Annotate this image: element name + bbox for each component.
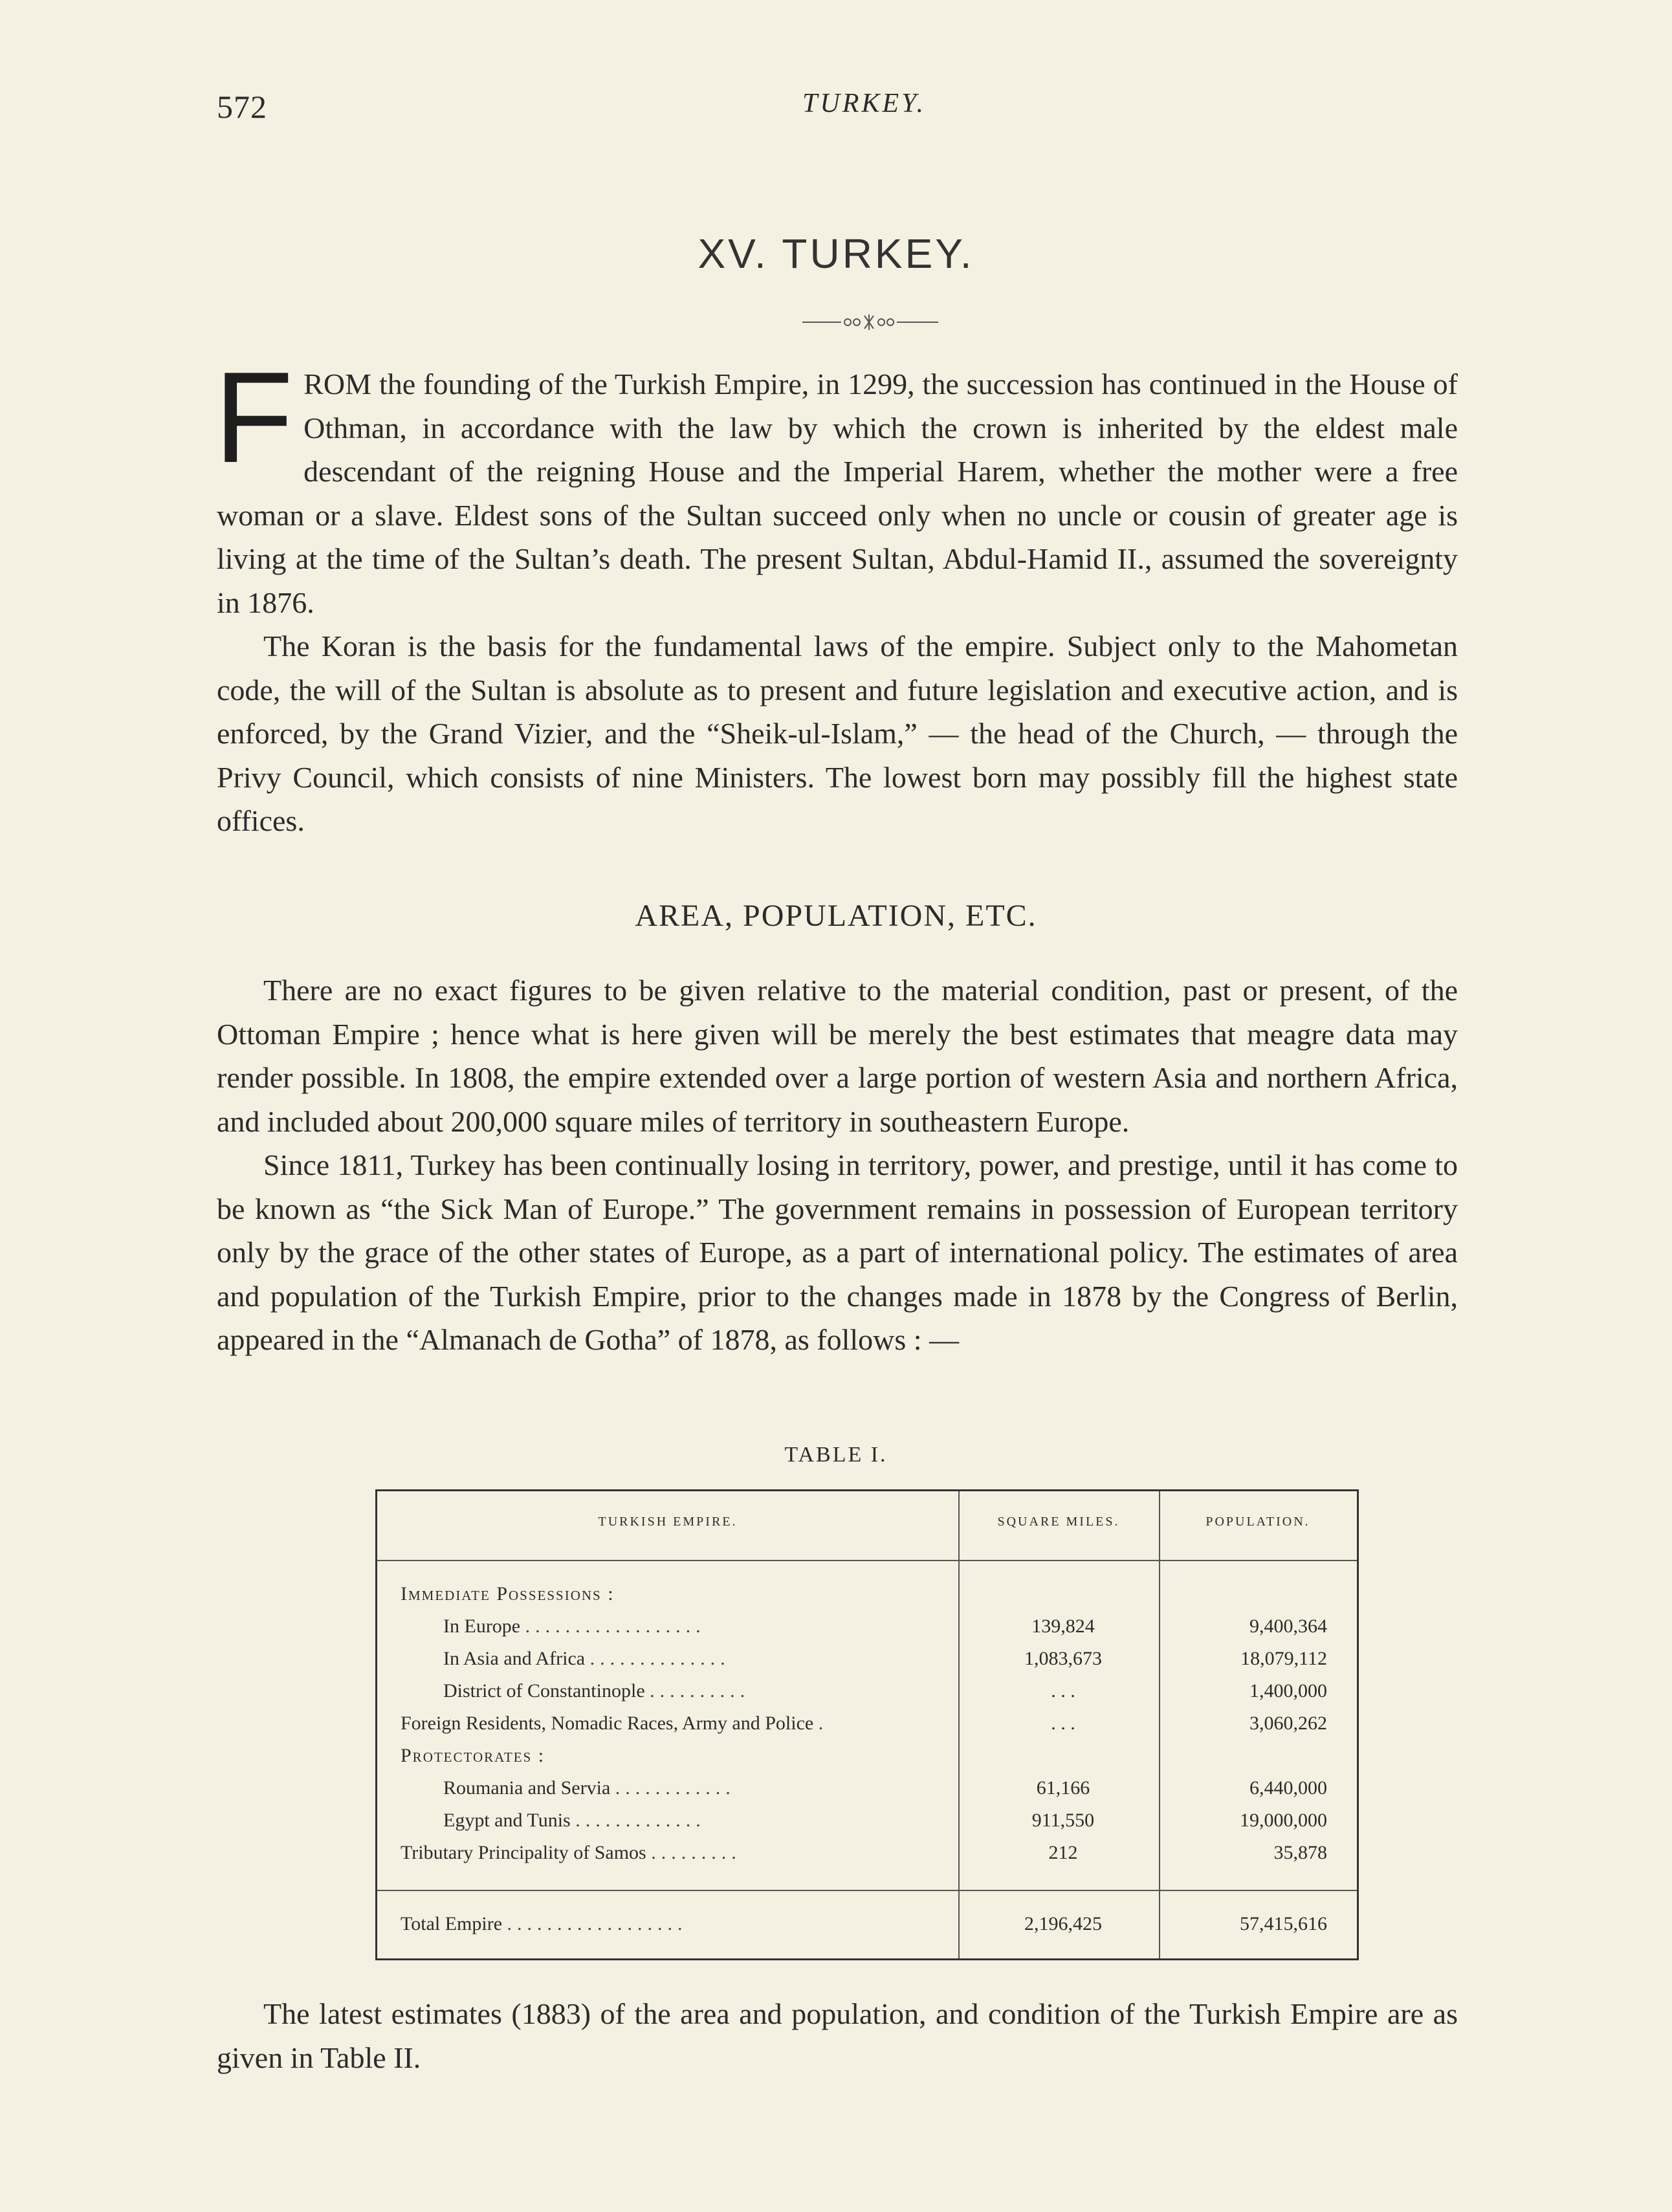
table-header-name: TURKISH EMPIRE. bbox=[598, 1515, 738, 1529]
table-row bbox=[377, 1713, 1357, 1745]
closing-paragraph: The latest estimates (1883) of the area and population, and condition of the Turkish Empire are as given in Table II. bbox=[217, 1997, 1458, 2074]
table-title: TABLE I. bbox=[784, 1443, 888, 1467]
chapter-title: XV. TURKEY. bbox=[698, 230, 974, 277]
row-label: Tributary Principality of Samos ......... bbox=[401, 1842, 742, 1863]
drop-cap: F bbox=[214, 345, 294, 490]
row-population: 3,060,262 bbox=[1249, 1713, 1327, 1734]
row-square-miles: 139,824 bbox=[1031, 1615, 1095, 1637]
row-population: 18,079,112 bbox=[1240, 1648, 1327, 1669]
header-rule bbox=[377, 1560, 1357, 1561]
section-heading: AREA, POPULATION, ETC. bbox=[635, 899, 1037, 933]
row-population: 6,440,000 bbox=[1249, 1777, 1327, 1799]
row-population: 57,415,616 bbox=[1240, 1913, 1327, 1934]
table-row bbox=[377, 1680, 1357, 1713]
intro-paragraph-2: The Koran is the basis for the fundamental laws of the empire. Subject only to the Mahometan code, the will of the Sultan is absolute as to present and future legislation and executive action, and is enforced, by the Grand Vizier, and the “Sheik-ul-Islam,” — the head of the Church, — through the Privy Council, which consists of nine Ministers. The lowest born may possibly fill the highest state offices. bbox=[217, 630, 1458, 837]
intro-paragraph-1-text: ROM the founding of the Turkish Empire, in 1299, the succession has continued in the House of Othman, in accordance with the law by which the crown is inherited by the eldest male descendant of the reigning House and the Imperial Harem, whether the mother were a free woman or a slave. Eldest sons of the Sultan succeed only when no uncle or cousin of greater age is living at the time of the Sultan’s death. The present Sultan, Abdul-Hamid II., assumed the sovereignty in 1876. bbox=[217, 367, 1458, 619]
row-square-miles: 2,196,425 bbox=[1024, 1913, 1102, 1934]
row-label: Egypt and Tunis ............. bbox=[443, 1810, 706, 1831]
section-text bbox=[217, 969, 1458, 1362]
row-label: Total Empire .................. bbox=[401, 1913, 688, 1934]
table-header-population: POPULATION. bbox=[1205, 1515, 1310, 1529]
row-square-miles: 911,550 bbox=[1031, 1810, 1095, 1831]
row-label: District of Constantinople .......... bbox=[443, 1680, 751, 1702]
table-row bbox=[377, 1648, 1357, 1680]
running-head: TURKEY. bbox=[802, 89, 927, 118]
table-total-row bbox=[377, 1913, 1357, 1945]
intro-paragraph-1 bbox=[214, 345, 1458, 624]
row-population: 9,400,364 bbox=[1249, 1615, 1327, 1637]
row-population: 19,000,000 bbox=[1240, 1810, 1327, 1831]
section-paragraph-2: Since 1811, Turkey has been continually losing in territory, power, and prestige, until it has come to be known as “the Sick Man of Europe.” The government remains in possession of European territory only by the grace of the other states of Europe, as a part of international policy. The estimates of area and population of the Turkish Empire, prior to the changes made in 1878 by the Congress of Berlin, appeared in the “Almanach de Gotha” of 1878, as follows : — bbox=[217, 1148, 1458, 1356]
table-row bbox=[377, 1810, 1357, 1842]
intro-text bbox=[214, 345, 1458, 843]
row-label: Roumania and Servia ............ bbox=[443, 1777, 736, 1799]
ornament-divider bbox=[802, 309, 938, 335]
row-label: In Europe .................. bbox=[443, 1615, 706, 1637]
row-square-miles: 1,083,673 bbox=[1024, 1648, 1102, 1669]
table-row bbox=[377, 1777, 1357, 1810]
page-number: 572 bbox=[217, 89, 267, 125]
row-population: 35,878 bbox=[1273, 1842, 1327, 1863]
row-population: 1,400,000 bbox=[1249, 1680, 1327, 1702]
table-row bbox=[377, 1842, 1357, 1874]
table-row bbox=[377, 1745, 1357, 1777]
row-label: Protectorates : bbox=[401, 1745, 545, 1766]
total-rule bbox=[377, 1890, 1357, 1891]
row-square-miles: . . . bbox=[1051, 1680, 1075, 1702]
row-square-miles: 212 bbox=[1048, 1842, 1078, 1863]
row-label: Immediate Possessions : bbox=[401, 1583, 615, 1604]
closing-text bbox=[217, 1992, 1458, 2079]
section-paragraph-1: There are no exact figures to be given relative to the material condition, past or present, of the Ottoman Empire ; hence what is here given will be merely the best estimates that meagre data may render possible. In 1808, the empire extended over a large portion of western Asia and northern Africa, and included about 200,000 square miles of territory in southeastern Europe. bbox=[217, 974, 1458, 1138]
row-square-miles: . . . bbox=[1051, 1713, 1075, 1734]
table-row bbox=[377, 1615, 1357, 1648]
data-table bbox=[375, 1489, 1359, 1960]
table-row bbox=[377, 1583, 1357, 1615]
row-square-miles: 61,166 bbox=[1036, 1777, 1090, 1799]
row-label: In Asia and Africa .............. bbox=[443, 1648, 731, 1669]
row-label: Foreign Residents, Nomadic Races, Army and Police . bbox=[401, 1713, 829, 1734]
table-header-square-miles: SQUARE MILES. bbox=[997, 1515, 1120, 1529]
